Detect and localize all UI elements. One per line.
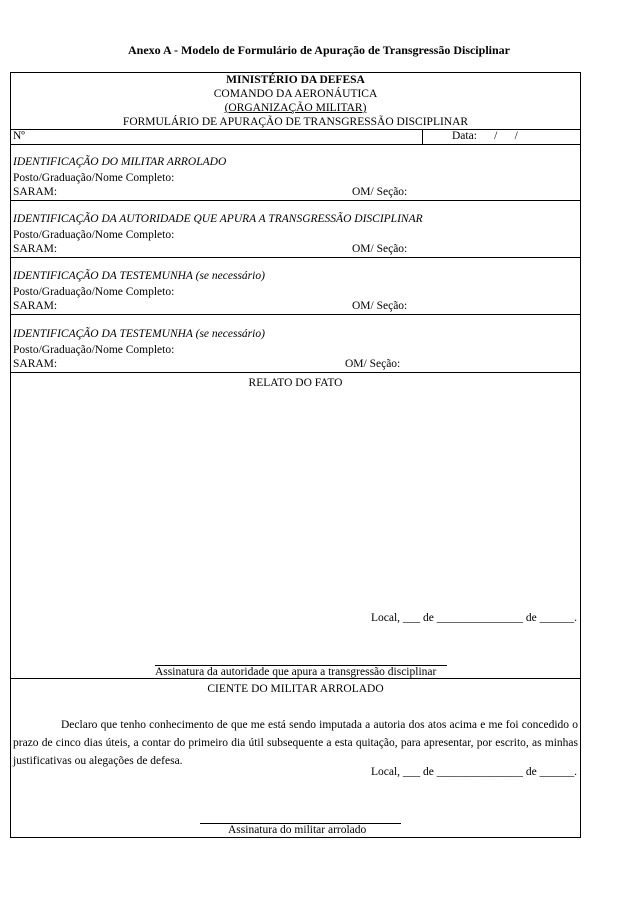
divider <box>11 314 580 315</box>
command-name: COMANDO DA AERONÁUTICA <box>213 88 378 100</box>
acknowledgment-paragraph: Declaro que tenho conhecimento de que me está sendo imputada a autoria dos atos acima e me foi concedido o prazo de cinco dias úteis, a contar do primeiro dia útil subsequente a esta quitação, para apresentar, por escrito, as minhas justificativas ou alegações de defesa. <box>13 719 578 767</box>
rank-name-field[interactable]: Posto/Graduação/Nome Completo: <box>13 286 175 298</box>
military-signature-label: Assinatura do militar arrolado <box>228 824 367 836</box>
organization-name: (ORGANIZAÇÃO MILITAR) <box>224 102 367 114</box>
saram-field[interactable]: SARAM: <box>13 186 58 198</box>
divider <box>422 129 423 144</box>
report-title: RELATO DO FATO <box>248 377 343 389</box>
divider <box>11 144 580 145</box>
rank-name-field[interactable]: Posto/Graduação/Nome Completo: <box>13 344 175 356</box>
om-section-field[interactable]: OM/ Seção: <box>345 358 401 370</box>
divider <box>11 678 580 679</box>
form-title: FORMULÁRIO DE APURAÇÃO DE TRANSGRESSÃO DISCIPLINAR <box>122 116 469 128</box>
saram-field[interactable]: SARAM: <box>13 358 58 370</box>
annex-title: Anexo A - Modelo de Formulário de Apuração de Transgressão Disciplinar <box>127 43 510 57</box>
divider <box>11 200 580 201</box>
om-section-field[interactable]: OM/ Seção: <box>352 186 408 198</box>
saram-field[interactable]: SARAM: <box>13 243 58 255</box>
rank-name-field[interactable]: Posto/Graduação/Nome Completo: <box>13 229 175 241</box>
om-section-field[interactable]: OM/ Seção: <box>352 300 408 312</box>
section-title: IDENTIFICAÇÃO DO MILITAR ARROLADO <box>13 156 227 168</box>
section-title: IDENTIFICAÇÃO DA AUTORIDADE QUE APURA A TRANSGRESSÃO DISCIPLINAR <box>13 213 423 225</box>
authority-signature-label: Assinatura da autoridade que apura a transgressão disciplinar <box>155 666 437 678</box>
rank-name-field[interactable]: Posto/Graduação/Nome Completo: <box>13 172 175 184</box>
acknowledgment-place-date[interactable]: Local, ___ de _______________ de ______. <box>370 766 577 778</box>
saram-field[interactable]: SARAM: <box>13 300 58 312</box>
acknowledgment-title: CIENTE DO MILITAR ARROLADO <box>207 683 384 695</box>
disciplinary-form <box>10 72 581 838</box>
acknowledgment-text <box>11 716 580 770</box>
section-title: IDENTIFICAÇÃO DA TESTEMUNHA (se necessário) <box>13 270 265 282</box>
om-section-field[interactable]: OM/ Seção: <box>352 243 408 255</box>
report-place-date[interactable]: Local, ___ de _______________ de ______. <box>370 612 577 624</box>
divider <box>11 257 580 258</box>
number-field[interactable]: Nº <box>13 130 25 142</box>
section-title: IDENTIFICAÇÃO DA TESTEMUNHA (se necessário) <box>13 328 265 340</box>
divider <box>11 372 580 373</box>
ministry-name: MINISTÉRIO DA DEFESA <box>226 74 365 86</box>
date-field[interactable]: Data: / / <box>452 130 518 142</box>
